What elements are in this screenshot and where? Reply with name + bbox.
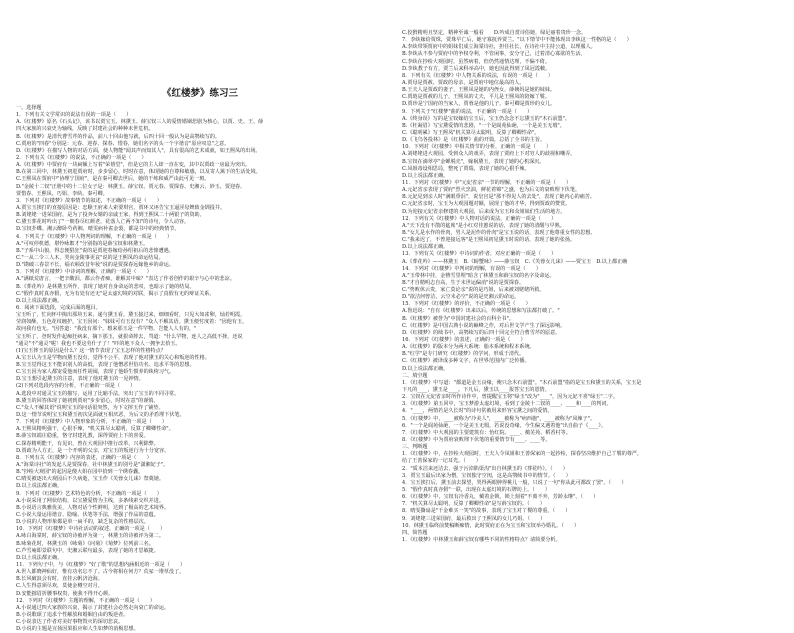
text-line: 11．下列句子中，与《红楼梦》"好了歌"的思想内涵相近的一项是（ ） bbox=[16, 562, 186, 568]
text-line: C."众人不解其语"说明宝玉的问话很突然，为下文摔玉作了铺垫。 bbox=[16, 404, 164, 411]
text-line: B.《红楼梦》是清代曹雪芹的作品，前八十回由他写就，后四十回一般认为是高鹗续写的。 bbox=[16, 133, 221, 140]
text-line: C."一从二令三人木，哭向金陵事更哀"说的是王熙凤的命运结局。 bbox=[16, 254, 164, 261]
text-line: C.黛玉葬花时吟出了"一朝春尽红颜老，花落人亡两不知"的诗句，令人动容。 bbox=[16, 219, 190, 226]
text-line: D.宝玉想引起黛玉的注意，表现了他对黛玉的一见钟情。 bbox=[16, 376, 144, 383]
text-line: D.小说的人物形象都是单一扁平的，缺乏复杂的性格层次。 bbox=[16, 519, 149, 526]
text-line: 莹润如酥，五色花纹缠护。宝玉因问："妹妹可有玉没有？"众人不解其语。黛玉便忖度着："因他有玉， bbox=[16, 319, 248, 326]
text-line: B.李纨从不参与贾府中的争权夺利，不管闲事，安分守己，过着清心寡欲的生活。 bbox=[402, 51, 586, 58]
text-line: A."玉带林中挂，金簪雪里埋"暗含了林黛玉和薛宝钗的名字及命运。 bbox=[402, 272, 555, 279]
text-line: 9．下列关于"红楼梦"曲的说法，不正确的一项是（ ） bbox=[402, 108, 533, 115]
text-line: 6．阅读下面选段，完成后面的题目。 bbox=[16, 304, 101, 311]
text-line: 8．下列有关《红楼梦》中人物关系的说法，有误的一项是（ ） bbox=[402, 72, 553, 79]
text-line: 四、简答题 bbox=[402, 529, 428, 536]
text-line: D.贾政为人方正，是一个开明的父亲，对宝玉的叛逆行为十分宽容。 bbox=[16, 447, 170, 454]
text-line: C."我来迟了，不曾迎接远客"是王熙凤初见黛玉时说的话，表现了她的张扬。 bbox=[402, 237, 576, 244]
text-line: C."假作真时真亦假，无为有处有还无"是太虚幻境的对联，揭示了真假有无的辩证关系。 bbox=[16, 290, 215, 297]
text-line: C.狡猾精明且坚定，精神至诚一般看 D.吟成自赏诗俗她，绿足丽着贵珍一念。 bbox=[402, 30, 587, 36]
text-line: D.安能摧眉折腰事权贵，使我不得开心颜。 bbox=[16, 590, 114, 597]
text-line: 四大家族的兴衰史为轴线，反映了封建社会的种种末世危机。 bbox=[16, 126, 154, 133]
text-line: D."勘破三春景不长，缁衣顿改昔年妆"说的是贾探春远嫁他乡的命运。 bbox=[16, 262, 174, 269]
document-title: 《红楼梦》练习三 bbox=[161, 88, 238, 99]
text-line: B.薛宝钗端庄稳重，恪守封建礼教，深得贾府上下的喜爱。 bbox=[16, 433, 149, 440]
text-line: A."天下没有不散的筵席"是小红对佳蕙说的话，表现了她的清醒与早熟。 bbox=[402, 222, 565, 229]
text-line: A.贾母是贾赦、贾政的母亲，是贾府中地位最高的人。 bbox=[402, 79, 525, 86]
text-line: A.《红楼梦》的版本分为两大系统：脂本系统和程本系统。 bbox=[402, 344, 535, 351]
text-line: A.《红楼梦》原名《石头记》，该书以贾宝玉、林黛玉、薛宝钗三人的爱情婚姻悲剧为核心，以贾、史、王、薛 bbox=[16, 119, 264, 126]
text-line: D."欲洁何曾洁，云空未必空"说的是史湘云的命运。 bbox=[402, 294, 520, 301]
text-line: A."满纸荒唐言，一把辛酸泪。都云作者痴，谁解其中味？"表达了作者创作的艰辛与心中的悲凉。 bbox=[16, 276, 235, 283]
text-line: C.探春精明能干，有见识，曾在大观园中推行改革，兴利除弊。 bbox=[16, 440, 159, 447]
text-line: 下凡的____，黛玉是____。下凡后，黛玉以____报答宝玉的恩情。 bbox=[402, 387, 550, 394]
text-line: A.选段中对通灵宝玉的描写，运用了比喻手法，突出了宝玉的不同寻常。 bbox=[16, 390, 180, 397]
text-line: A.李纨带领贾府中的姐妹们成立海棠诗社，担任社长，在诗社中主持公道，以理服人。 bbox=[402, 44, 596, 51]
text-line: 12．下列对《红楼梦》主题的理解，不正确的一项是（ ） bbox=[16, 597, 155, 604]
text-line: 8．《红楼梦》中为贾府衰败埋下伏笔的重要情节有____、____等。 bbox=[402, 437, 551, 444]
text-line: 1．《红楼梦》中，在抄检大观园时，王夫人令凤姐和王善保家的一起抄检，探春坚决维护自己丫鬟的尊严， bbox=[402, 451, 643, 458]
text-line: 16．下列对《红楼梦》的表述，正确的一项是（ ） bbox=[402, 337, 526, 344]
text-line: D."金陵十二钗"正册中的十二位女子是：林黛玉、薛宝钗、贾元春、贾探春、史湘云、妙玉、贾迎春、 bbox=[16, 183, 246, 190]
text-line: C.小说大量运用谐音、隐喻、伏笔等手法，增强了作品的意蕴。 bbox=[16, 512, 159, 519]
text-line: 9．下列对《红楼梦》艺术特色的分析，不正确的一项是（ ） bbox=[16, 490, 162, 497]
text-line: 给了王善保家的一记耳光。（ ） bbox=[402, 458, 481, 465]
text-line: D.贾珍是宁国府的当家人，贾蓉是他的儿子，秦可卿是贾珍的女儿。 bbox=[402, 101, 556, 108]
text-line: D.这一情节说明宝玉和黛玉初次见面就互相厌恶，为后文的矛盾埋下伏笔。 bbox=[16, 412, 185, 419]
text-line: A.元妃省亲表现了贾府"烈火烹油，鲜花着锦"之盛，也为后文的衰败埋下伏笔。 bbox=[402, 187, 581, 194]
text-line: A.贾宝玉挨打的直接原因是：忠顺王府来人索要琪官，贾环又诬告宝玉逼淫母婢致金钏投井。 bbox=[16, 204, 226, 211]
text-line: B.小说语言典雅优美，人物对话个性鲜明，达到了极高的艺术境界。 bbox=[16, 504, 170, 511]
text-line: A.世人都晓神仙好，惟有功名忘不了。古今将相在何方？荒冢一堆草没了。 bbox=[16, 569, 185, 576]
right-column bbox=[402, 30, 780, 558]
text-line: 3．贾宝玉最后出家为僧，宝钗独守空闺，这是高鹗续书中的情节。（ ） bbox=[402, 472, 571, 479]
text-line: A.《终身误》写的是宝钗嫁给宝玉后，宝玉仍念念不忘黛玉的"木石前盟"。 bbox=[402, 115, 570, 122]
text-line: C.《红楼梦》是中国古典小说的巅峰之作，对后世文学产生了深远影响。 bbox=[402, 322, 566, 329]
text-line: D.以上说法都正确。 bbox=[402, 365, 449, 372]
text-line: 2．下列有关《红楼梦》的说法，不正确的一项是（ ） bbox=[16, 154, 147, 161]
text-line: 10．林黛玉临终前焚稿断痴情，此时贾府正在为宝玉和宝钗举办婚礼。（ ） bbox=[402, 522, 580, 529]
text-line: 10．下列对《红楼梦》中相关情节的分析，正确的一项是（ ） bbox=[402, 144, 552, 151]
text-line: B."女儿是水作的骨肉，男人是泥作的骨肉"是宝玉说的话，表现了他尊重女性的思想。 bbox=[402, 229, 596, 236]
text-line: 9．刘姥姥三进荣国府，最后救出了王熙凤的女儿巧姐。（ ） bbox=[402, 515, 546, 522]
text-line: C.凤姐毒设相思局，整死了贾瑞，表现了她的心狠手辣。 bbox=[402, 165, 530, 172]
text-line: 10．下列对《红楼梦》中诗社活动的叙述，正确的一项是（ ） bbox=[16, 526, 166, 533]
text-line: 4．下列关于《红楼梦》中人物判词的理解，不正确的一项是（ ） bbox=[16, 233, 173, 240]
text-line: 7．下列对《红楼梦》中人物形象的分析，不正确的一项是（ ） bbox=[16, 419, 167, 426]
text-line: D.《红楼梦》在描写人物的对话方面，使人物能"闻其声而知其人"，具有很高的艺术成就，如王熙凤的出场。 bbox=[16, 147, 261, 154]
text-line: B.《枉凝眉》写宝黛爱情的悲剧，"一个是阆苑仙葩，一个是美玉无瑕"。 bbox=[402, 122, 565, 129]
text-line: C.小说表达了作者对美好事物毁灭的深切悲哀。 bbox=[16, 619, 124, 626]
text-line: 4．宝玉挨打后，黛玉前去探望，哭得两眼肿得桃儿一般，只说了一句"你从此可都改了罢"。（ ） bbox=[402, 479, 627, 486]
text-line: (1)宝玉摔玉的原因是什么？这一情节表现了宝玉怎样的性格特点？ bbox=[16, 347, 166, 354]
text-line: 6．《红楼梦》中，宝钗有冷香丸，戴着金锁，锁上刻着"不离不弃，芳龄永继"。（ ） bbox=[402, 494, 599, 501]
text-line: 5．"假作真时真亦假"一联，出现在太虚幻境的石牌坊上。（ ） bbox=[402, 487, 551, 493]
text-line: 5．《红楼梦》中，____被称为"冷美人"，____被称为"病西施"，____被称为"凤辣子"。 bbox=[402, 415, 596, 422]
text-line: 一、选择题 bbox=[16, 105, 42, 111]
text-line: 宝玉听了，忙向怀中掏出那块玉来，递与黛玉看。黛玉接过来，细细看时，只见大如雀卵，灿若明霞， bbox=[16, 312, 246, 319]
text-line: C.晴雯被逐出大观园后不久病逝，宝玉作《芙蓉女儿诔》祭奠她。 bbox=[16, 476, 164, 483]
text-line: 6．"一个是阆苑仙葩，一个是美玉无瑕。若说没奇缘，今生偏又遇着他"出自曲子《____》。 bbox=[402, 422, 607, 429]
text-line: "通灵"不"通灵"呢！我也不要这劳什子了！"吓的地下众人一拥争去拾玉。 bbox=[16, 340, 181, 347]
text-line: B.长风破浪会有时，直挂云帆济沧海。 bbox=[16, 576, 103, 583]
text-line: A.王熙凤精明强干，心狠手辣，"机关算尽太聪明，反算了卿卿性命"。 bbox=[16, 426, 174, 433]
text-line: A.咏白海棠时，薛宝钗的诗被评为第一，林黛玉的诗被评为第二。 bbox=[16, 533, 164, 540]
text-line: B.《红楼梦》被誉为"中国封建社会的百科全书"。 bbox=[402, 315, 514, 322]
text-line: B."抄检大观园"的起因是傻大姐在园中拾到一个绣春囊。 bbox=[16, 469, 144, 476]
text-line: D.以上说法都正确。 bbox=[402, 244, 449, 251]
text-line: C.王熙凤在贾府中"协理宁国府"，是在秦可卿去世后，她的干练和威严由此可见一斑。 bbox=[16, 176, 210, 183]
text-line: D.《飞鸟各投林》是《红楼梦》曲的开篇，总括了全书的主旨。 bbox=[402, 137, 546, 144]
text-line: A.小说通过四大家族的兴衰，揭示了封建社会必然走向衰亡的命运。 bbox=[16, 604, 170, 611]
text-line: B.在第三回中，林黛玉初进贾府时，步步留心，时时在意，体现她的自尊和敏感，以及寄人篱下的生活处境。 bbox=[16, 169, 261, 176]
text-line: C.《红楼梦》被译成多种文字，在世界范围内广泛传播。 bbox=[402, 358, 530, 365]
text-line: 二、填空题 bbox=[402, 372, 428, 379]
text-line: B.王夫人是贾政的妻子，王熙凤是她的内侄女，薛姨妈是她的妹妹。 bbox=[402, 87, 556, 94]
text-line: 4．"____，两情若是久长时"的诗句常被用来形容宝黛之间的爱情。 bbox=[402, 408, 553, 415]
text-line: 1．《红楼梦》中写道："都道是金玉良缘，俺只念木石前盟"。"木石前盟"指的是宝玉和黛玉的关系，宝玉是 bbox=[402, 379, 642, 386]
text-line: D.宝钗扑蝶、湘云醉卧芍药裀、晴雯病补雀金裘，都是书中的经典情节。 bbox=[16, 226, 180, 233]
text-line: B."才自精明志自高，生于末世运偏消"说的是贾探春。 bbox=[402, 279, 525, 286]
text-line: B."子系中山狼，得志便猖狂"说的是贾迎春嫁给孙绍祖后的悲惨遭遇。 bbox=[16, 247, 174, 254]
text-line: D.以上说法都正确。 bbox=[16, 554, 63, 561]
text-line: B.小说歌颂了追求个性解放和婚姻自由的叛逆者。 bbox=[16, 611, 129, 618]
text-line: (2)下列对选段内容的分析，不正确的一项是（ ） bbox=[16, 383, 136, 390]
text-line: A.宝玉认为玉是罕物而黛玉没有，觉得不公平，表现了他对黛玉的关心和叛逆的性格。 bbox=[16, 354, 210, 361]
right-column-body bbox=[402, 30, 780, 544]
text-line: A.鲁迅说："自有《红楼梦》出来以后，传统的思想和写法都打破了。" bbox=[402, 308, 560, 315]
left-column bbox=[16, 30, 384, 633]
text-line: B."红学"是专门研究《红楼梦》的学问，形成于清代。 bbox=[402, 351, 525, 358]
text-line: A.《葬花吟》——林黛玉 B.《螃蟹咏》——薛宝钗 C.《芙蓉女儿诔》——贾宝玉 D.以上都正确 bbox=[402, 258, 628, 265]
text-line: D.为迎接元妃省亲修建的大观园，后来成为宝玉和众姐妹们生活的地方。 bbox=[402, 208, 566, 215]
text-line: C.《聪明累》写王熙凤"机关算尽太聪明，反算了卿卿性命"。 bbox=[402, 129, 540, 136]
text-line: 12．下列有关《红楼梦》中人物对话的说法，正确的一项是（ ） bbox=[402, 215, 557, 222]
text-line: B.元妃见到亲人时"满眼垂泪"，说皇宫是"那不得见人的去处"，表现了她内心的痛苦。 bbox=[402, 194, 596, 201]
text-line: C.李纨在抄检大观园时，虽然病着，但仍然通情达理，不偏不倚。 bbox=[402, 58, 550, 65]
text-line: D.以上说法都正确。 bbox=[402, 172, 449, 179]
text-line: B.咏菊花时，林黛玉的《咏菊》《问菊》《菊梦》位列前三名。 bbox=[16, 540, 154, 547]
text-line: 2．"质本洁来还洁去，强于污淖陷渠沟"出自林黛玉的《葬花吟》。（ ） bbox=[402, 465, 568, 472]
text-line: B.《葬花吟》是林黛玉所作，表现了她对自身命运的悲叹，也暗示了她的结局。 bbox=[16, 283, 195, 290]
text-line: D.小说的主题是宣扬因果报应和人生如梦的消极思想。 bbox=[16, 626, 139, 633]
text-line: 5．下列对《红楼梦》中诗词的理解，正确的一项是（ ） bbox=[16, 269, 152, 276]
text-line: 13．下列有关《红楼梦》中诗词的作者，对应正确的一项是（ ） bbox=[402, 251, 557, 258]
text-line: B.宝钗在滴翠亭"金蝉脱壳"，嫁祸黛玉，表现了她的心机深沉。 bbox=[402, 158, 545, 165]
text-line: 7．《红楼梦》中大观园的主要建筑有：怡红院、____、蘅芜苑、稻香村等。 bbox=[402, 429, 571, 436]
text-line: 8．下列有关《红楼梦》内容的表述，正确的一项是（ ） bbox=[16, 454, 152, 461]
text-line: C."势败休云贵，家亡莫论亲"说的是巧姐，后来被刘姥姥所救。 bbox=[402, 287, 545, 294]
text-line: C.宝玉因为家人都宠爱他而任性胡闹，表现了他娇生惯养的纨绔习气。 bbox=[16, 369, 175, 376]
text-line: 7．"机关算尽太聪明，反算了卿卿性命"是写薛宝钗的。（ ） bbox=[402, 501, 545, 508]
text-line: 7．李纨嫁给贾珠，贾珠早亡后，她守寡抚养贾兰。"以下情节中不能体现出李纨这一性格的是（ ） bbox=[402, 37, 632, 44]
text-line: 3．下列对《红楼梦》故事情节的叙述，不正确的一项是（ ） bbox=[16, 197, 162, 204]
text-line: A."可叹停机德，堪怜咏絮才"分别指的是薛宝钗和林黛玉。 bbox=[16, 240, 149, 247]
text-line: 三、判断题 bbox=[402, 444, 428, 451]
text-line: B.刘姥姥一进荣国府，是为了投奔女婿的亲戚王家，得到王熙凤二十两银子的资助。 bbox=[16, 212, 205, 219]
text-line: 3．《红楼梦》第五回中，宝玉梦游太虚幻境，看到了金陵十二钗的____、____和____的判词。 bbox=[402, 401, 612, 408]
text-line: 1．《红楼梦》中林黛玉和薛宝钗有哪些不同的性格特点？请简要分析。 bbox=[402, 536, 561, 543]
left-column-body bbox=[16, 105, 384, 633]
text-line: C.芦雪庵即景联句中，史湘云联句最多，表现了她的才思敏捷。 bbox=[16, 547, 159, 554]
text-line: A.小说采用了网状结构，以宝黛爱情为主线，多条线索交织并进。 bbox=[16, 497, 164, 504]
text-line: B.宝玉觉得这玉不能识别人的高低，表现了他憎恶世俗功名、追求平等的思想。 bbox=[16, 362, 195, 369]
text-line: C.人生得意须尽欢，莫使金樽空对月。 bbox=[16, 583, 103, 590]
text-line: C.元妃省亲时，宝玉为大观园题对额，展现了他的才华，得到贾政的赞赏。 bbox=[402, 201, 571, 208]
text-line: 1．下列有关文学常识的说法有误的一项是（ ） bbox=[16, 112, 132, 119]
text-line: 宝玉听了，登时发作起痴狂病来，摘下那玉，就狠命摔去，骂道："什么罕物，连人之高低不择，还说 bbox=[16, 333, 243, 340]
text-line: 11．下列对《红楼梦》中"元妃省亲"一节的理解，不正确的一项是（ ） bbox=[402, 179, 572, 186]
text-line: B.黛玉的回答体现了她初到贾府"步步留心，时时在意"的谨慎。 bbox=[16, 397, 159, 404]
text-line: 14．下列对《红楼梦》中判词的理解，有误的一项是（ ） bbox=[402, 265, 541, 272]
text-line: C.贾琏是贾赦的儿子，王熙凤的丈夫，平儿是王熙凤的陪嫁丫鬟。 bbox=[402, 94, 550, 101]
text-line: A.刘姥姥进大观园，受到众人的戏弄，表现了贾府上下对穷人的歧视和嘲弄。 bbox=[402, 151, 576, 158]
text-line: 故问我有也无。"因答道："我没有那个。想来那玉是一件罕物，岂能人人有的。" bbox=[16, 326, 197, 333]
text-line: 2．宝钗在元妃省亲时所作诗作中，曾提醒宝玉将"绿玉"改为"____"，因为元妃不喜"绿玉"二字。 bbox=[402, 394, 618, 401]
text-line: A.《红楼梦》中贾府有一块扁额上写着"荣禧堂"，但是它的主人却一直在变，其中以贾政一房最为突出。 bbox=[16, 162, 251, 169]
text-line: D.以上说法都正确。 bbox=[16, 483, 63, 490]
text-line: 贾惜春、王熙凤、巧姐、李纨、秦可卿。 bbox=[16, 190, 108, 197]
text-line: C.贾府的"四春"分别是：元春、迎春、探春、惜春，她们名字的头一个字谐音"原应叹息"之意。 bbox=[16, 140, 230, 147]
text-line: 15．下列对《红楼梦》的评价，不正确的一项是（ ） bbox=[402, 301, 531, 308]
text-line: D.李纨教子有方，贾兰后来科举高中，她也因此得到了凤冠霞帔。 bbox=[402, 65, 551, 72]
text-line: A."海棠诗社"的发起人是贾探春，社中林黛玉的别号是"潇湘妃子"。 bbox=[16, 462, 169, 469]
text-line: 8．晴雯撕扇是"千金难买一笑"的故事，表现了宝玉对丫鬟的尊重。（ ） bbox=[402, 508, 571, 515]
text-line: D.《红楼梦》的续书中，高鹗续写的后四十回完全符合曹雪芹的原意。 bbox=[402, 329, 561, 336]
text-line: D.以上说法都正确。 bbox=[16, 297, 63, 304]
